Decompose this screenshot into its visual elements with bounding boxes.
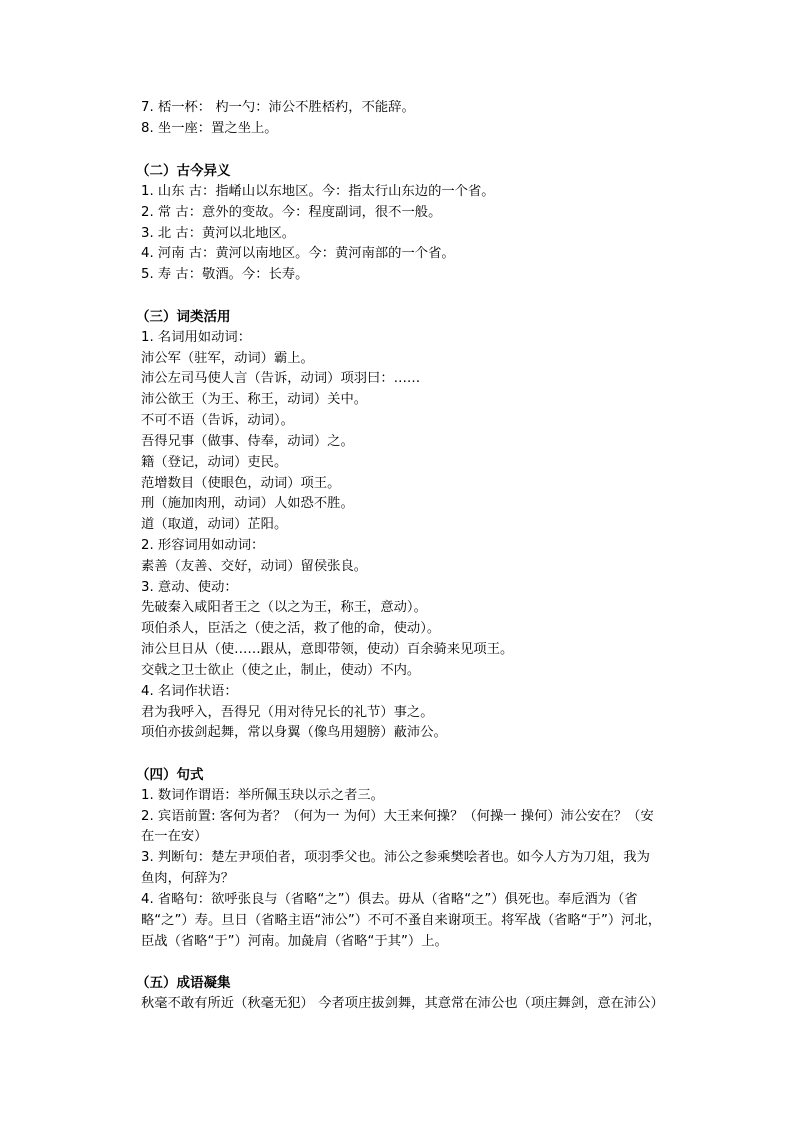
text-line: 项伯亦拔剑起舞，常以身翼（像鸟用翅膀）蔽沛公。 [141,725,447,740]
text-line: 2. 宾语前置: 客何为者？（何为一 为何）大王来何操？（何操一 操何）沛公安在？（安 [141,809,654,824]
text-line: 先破秦入咸阳者王之（以之为王，称王，意动）。 [141,600,427,615]
text-line: 1. 山东 古：指崤山以东地区。今：指太行山东边的一个省。 [141,184,495,199]
text-line: 沛公旦日从（使……跟从，意即带领，使动）百余骑来见项王。 [141,642,514,657]
text-line-continued: 略“之”）寿。旦日（省略主语“沛公”）不可不蚤自来谢项王。将军战（省略“于”）河北， [141,913,662,928]
text-line: 4. 省略句：欲呼张良与（省略“之”）俱去。毋从（省略“之”）俱死也。奉卮酒为（省 [141,892,638,907]
text-line: 3. 意动、使动： [141,580,238,595]
text-line: 8. 坐一座：置之坐上。 [141,121,278,136]
text-line: 3. 北 古：黄河以北地区。 [141,226,296,241]
section-heading: （三）词类活用 [136,309,231,325]
text-line: 7. 桮一杯： 杓一勺：沛公不胜桮杓，不能辞。 [141,100,415,115]
section-heading: （五）成语凝集 [136,975,231,991]
text-line: 吾得兄事（做事、侍奉，动词）之。 [141,434,354,449]
text-line: 4. 河南 古：黄河以南地区。今：黄河南部的一个省。 [141,246,455,261]
text-line: 不可不语（告诉，动词）。 [141,413,294,428]
section-heading: （二）古今异义 [136,163,231,179]
text-line: 籍（登记，动词）吏民。 [141,455,288,470]
text-line: 3. 判断句：楚左尹项伯者，项羽季父也。沛公之参乘樊哙者也。如今人方为刀俎，我为 [141,850,650,865]
text-line: 沛公军（驻军，动词）霸上。 [141,351,314,366]
text-line-continued: 鱼肉，何辞为？ [141,871,235,886]
text-line: 项伯杀人，臣活之（使之活，救了他的命，使动）。 [141,621,441,636]
text-line: 沛公左司马使人言（告诉，动词）项羽曰：…… [141,371,421,386]
text-line: 君为我呼入，吾得兄（用对待兄长的礼节）事之。 [141,705,434,720]
text-line: 5. 寿 古：敬酒。今：长寿。 [141,267,309,282]
text-line: 4. 名词作状语： [141,684,238,699]
text-line: 2. 形容词用如动词： [141,538,265,553]
text-line-continued: 秋毫不敢有所近（秋毫无犯） 今者项庄拔剑舞，其意常在沛公也（项庄舞剑，意在沛公） [141,996,664,1011]
text-line-continued: 在一在安） [141,829,208,844]
text-line: 2. 常 古：意外的变故。今：程度副词，很不一般。 [141,205,442,220]
section-heading: （四）句式 [136,767,204,783]
text-line: 1. 数词作谓语：举所佩玉玦以示之者三。 [141,788,384,803]
text-line: 刑（施加肉刑，动词）人如恐不胜。 [141,496,354,511]
text-line: 范增数目（使眼色，动词）项王。 [141,476,341,491]
text-line: 沛公欲王（为王、称王，动词）关中。 [141,392,368,407]
text-line: 交戟之卫士欲止（使之止，制止，使动）不内。 [141,663,421,678]
text-line: 道（取道，动词）芷阳。 [141,517,288,532]
text-line-continued: 臣战（省略“于”）河南。加彘肩（省略“于其”）上。 [141,934,448,949]
text-line: 素善（友善、交好，动词）留侯张良。 [141,559,368,574]
text-line: 1. 名词用如动词： [141,330,251,345]
